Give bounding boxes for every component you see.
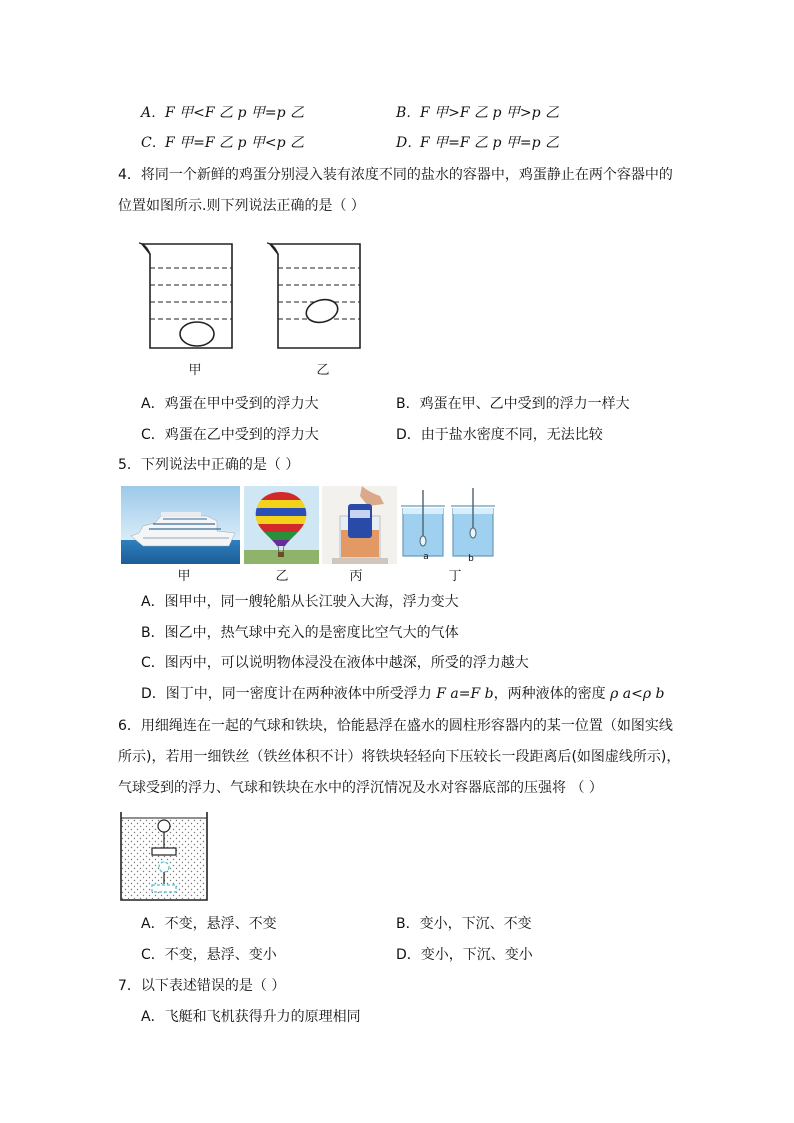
- q5-stem: 5．下列说法中正确的是（ ）: [118, 457, 300, 473]
- q5-option-a: A．图甲中，同一艘轮船从长江驶入大海，浮力变大: [141, 594, 459, 610]
- q4-option-b: B．鸡蛋在甲、乙中受到的浮力一样大: [396, 396, 630, 412]
- q7-stem: 7．以下表述错误的是（ ）: [118, 978, 286, 994]
- q4-option-a: A．鸡蛋在甲中受到的浮力大: [141, 396, 319, 412]
- beaker-yi: [267, 243, 360, 348]
- beaker-a: [401, 490, 445, 556]
- q4-beakers-figure: [136, 238, 376, 353]
- q4-label-yi: 乙: [316, 363, 330, 378]
- q6-container-figure: [118, 810, 210, 902]
- q5-label-jia: 甲: [177, 569, 191, 584]
- q3-option-a-expr: F 甲<F 乙 p 甲=p 乙: [165, 105, 305, 121]
- q4-option-c: C．鸡蛋在乙中受到的浮力大: [141, 427, 319, 443]
- q6-stem-line1: 6．用细绳连在一起的气球和铁块，恰能悬浮在盛水的圆柱形容器内的某一位置（如图实线: [118, 718, 673, 734]
- q3-option-b: B．: [396, 105, 421, 121]
- q5-option-d-formula-force: F a=F b: [436, 686, 494, 702]
- q5-label-ding: 丁: [448, 569, 462, 584]
- label-a: a: [423, 552, 429, 562]
- q6-option-a: A．不变，悬浮、不变: [141, 916, 277, 932]
- q6-stem-line2: 所示)，若用一细铁丝（铁丝体积不计）将铁块轻轻向下压较长一段距离后(如图虚线所示)，: [118, 749, 681, 765]
- hot-air-balloon-photo: [244, 486, 319, 564]
- q6-option-c: C．不变，悬浮、变小: [141, 947, 277, 963]
- q3-option-d-expr: F 甲=F 乙 p 甲=p 乙: [420, 135, 560, 151]
- q7-option-a: A．飞艇和飞机获得升力的原理相同: [141, 1009, 361, 1025]
- ship-photo: [121, 486, 240, 564]
- q5-option-d-mid: ，两种液体的密度: [493, 686, 611, 702]
- q4-option-d: D．由于盐水密度不同，无法比较: [396, 427, 603, 443]
- beaker-jia: [139, 243, 232, 348]
- q5-option-b: B．图乙中，热气球中充入的是密度比空气大的气体: [141, 625, 459, 641]
- q5-option-d: [141, 684, 664, 704]
- q3-option-a: A．: [141, 105, 166, 121]
- immersion-photo: [322, 486, 397, 564]
- q3-option-c-expr: F 甲=F 乙 p 甲<p 乙: [165, 135, 305, 151]
- q4-label-jia: 甲: [188, 363, 202, 378]
- beaker-b: [451, 488, 495, 556]
- q5-option-c: C．图丙中，可以说明物体浸没在液体中越深，所受的浮力越大: [141, 655, 529, 671]
- q4-stem-line2: 位置如图所示.则下列说法正确的是（ ）: [118, 198, 365, 214]
- q6-option-b: B．变小，下沉、不变: [396, 916, 532, 932]
- q5-label-yi: 乙: [275, 569, 289, 584]
- q3-option-d: D．: [396, 135, 422, 151]
- q6-stem-line3: 气球受到的浮力、气球和铁块在水中的浮沉情况及水对容器底部的压强将 （ ）: [118, 780, 603, 796]
- egg-jia: [180, 322, 214, 346]
- q4-stem-line1: 4．将同一个新鲜的鸡蛋分别浸入装有浓度不同的盐水的容器中，鸡蛋静止在两个容器中的: [118, 167, 673, 183]
- label-b: b: [468, 554, 474, 564]
- q3-option-c: C．: [141, 135, 166, 151]
- q5-label-bing: 丙: [349, 569, 363, 584]
- q5-option-d-text: D．图丁中，同一密度计在两种液体中所受浮力: [141, 686, 437, 702]
- q3-option-b-expr: F 甲>F 乙 p 甲>p 乙: [420, 105, 560, 121]
- q5-option-d-formula-density: ρ a<ρ b: [610, 686, 665, 702]
- hydrometer-figure: [399, 486, 501, 568]
- q6-option-d: D．变小，下沉、变小: [396, 947, 533, 963]
